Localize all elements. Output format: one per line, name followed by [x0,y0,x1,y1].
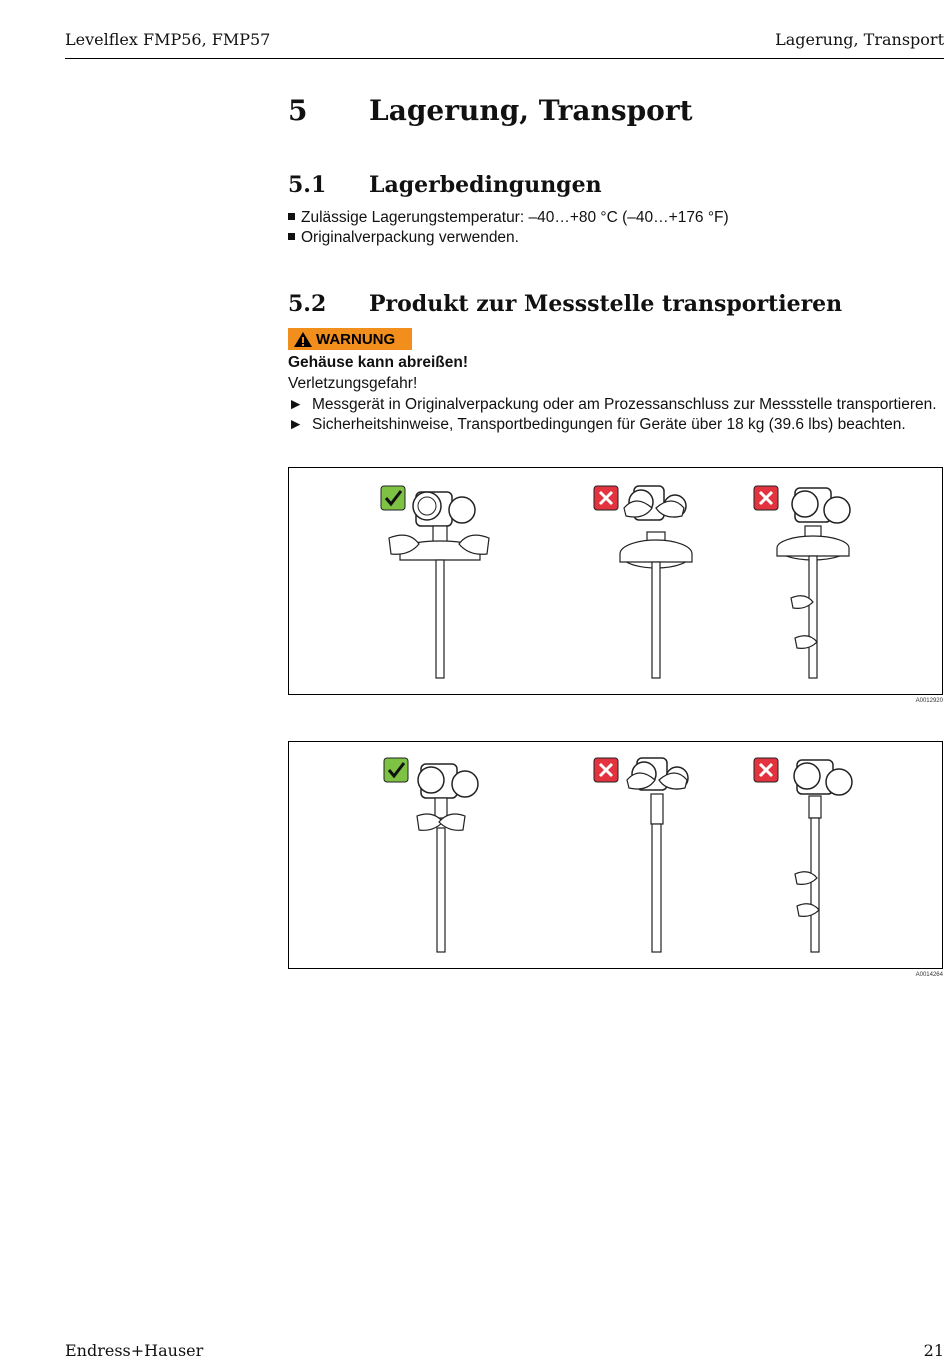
warning-text: Verletzungsgefahr! [288,375,418,392]
action-item: ► Sicherheitshinweise, Transportbedingungen für Geräte über 18 kg (39.6 lbs) beachten. [288,416,906,433]
panel-wrong [754,486,850,678]
panel-correct [384,758,478,952]
list-item: Zulässige Lagerungstemperatur: –40…+80 °C (–40…+176 °F) [288,209,729,227]
arrow-icon: ► [288,396,304,413]
panel-wrong [594,486,692,678]
panel-wrong [594,758,688,952]
section-number: 5.1 [288,172,327,198]
chapter-number: 5 [288,94,308,127]
warning-triangle-icon [293,331,313,348]
section-heading-5-1 [288,172,602,198]
header-chapter: Lagerung, Transport [775,30,944,49]
section-title: Produkt zur Messstelle transportieren [369,291,843,317]
check-icon [384,758,408,782]
figure-thread-transport [288,741,943,969]
bullet-square-icon [288,233,295,240]
header-rule [65,58,944,59]
figure-code: A0012920 [915,698,943,704]
bullet-square-icon [288,213,295,220]
list-item: Originalverpackung verwenden. [288,229,519,247]
warning-badge [288,328,412,350]
footer-company: Endress+Hauser [65,1341,204,1360]
figure-code: A0014264 [915,972,943,978]
panel-wrong [754,758,852,952]
panel-correct [381,486,489,678]
chapter-heading [288,94,693,127]
section-number: 5.2 [288,291,327,317]
action-item: ► Messgerät in Originalverpackung oder am Prozessanschluss zur Messstelle transportieren. [288,396,937,413]
header-product: Levelflex FMP56, FMP57 [65,30,271,49]
page-number: 21 [923,1341,944,1360]
transport-illustration [289,742,942,968]
section-heading-5-2 [288,291,842,317]
chapter-title: Lagerung, Transport [369,94,693,127]
check-icon [381,486,405,510]
figure-flange-transport [288,467,943,695]
arrow-icon: ► [288,416,304,433]
warning-label: WARNUNG [316,330,396,348]
transport-illustration [289,468,942,694]
warning-title: Gehäuse kann abreißen! [288,354,469,371]
section-title: Lagerbedingungen [369,172,602,198]
